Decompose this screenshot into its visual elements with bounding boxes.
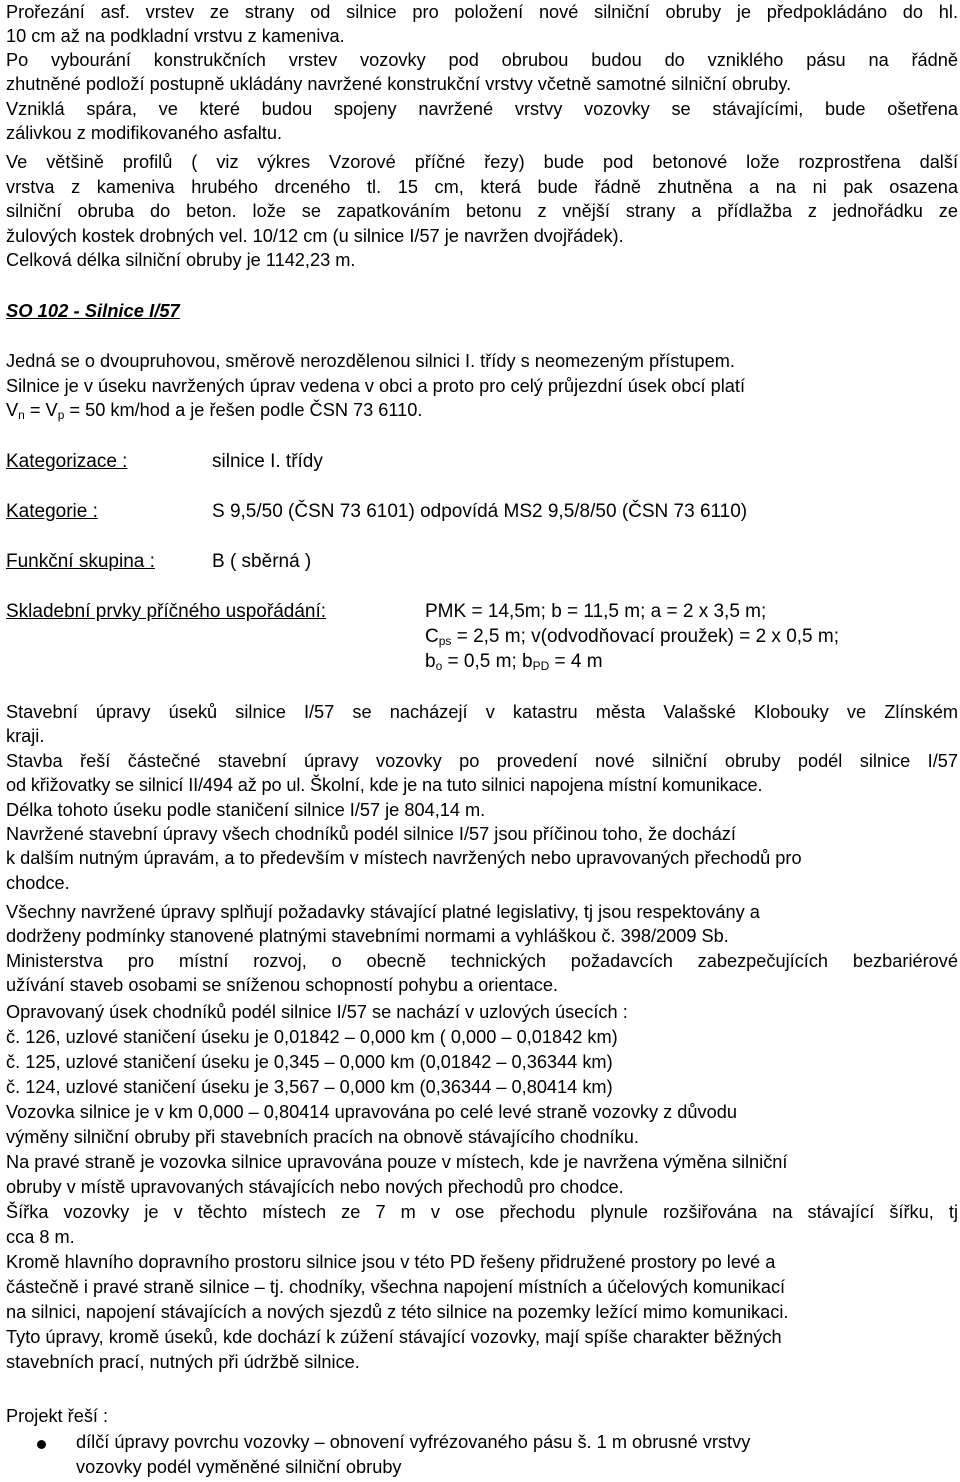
intro-line: silniční obruba do beton. lože se zapatkováním betonu z vnější strany a přídlažba z jednořádku ze: [6, 201, 958, 221]
body-line: Ministerstva pro místní rozvoj, o obecně technických požadavcích zabezpečujících bezbariérové: [6, 951, 958, 971]
body-line: Na pravé straně je vozovka silnice upravována pouze v místech, kde je navržena výměna silniční: [6, 1152, 788, 1172]
body-line: obruby v místě upravovaných stávajících nebo nových přechodů pro chodce.: [6, 1177, 624, 1197]
funkcni-skupina-value: B ( sběrná ): [212, 551, 312, 572]
projekt-heading: Projekt řeší :: [6, 1406, 109, 1426]
body-line: chodce.: [6, 873, 70, 893]
body-line: Navržené stavební úpravy všech chodníků podél silnice I/57 jsou příčinou toho, že dochází: [6, 824, 736, 844]
intro-line: Po vybourání konstrukčních vrstev vozovky pod obrubou budou do vzniklého pásu na řádně: [6, 50, 958, 70]
kategorizace-label: Kategorizace :: [6, 451, 128, 472]
intro-line: zálivkou z modifikovaného asfaltu.: [6, 123, 282, 143]
skladebni-line-1: PMK = 14,5m; b = 11,5 m; a = 2 x 3,5 m;: [425, 601, 767, 622]
intro-line: zhutněné podloží postupně ukládány navržené konstrukční vrstvy včetně samotné silniční obruby.: [6, 74, 792, 94]
body-line: Vozovka silnice je v km 0,000 – 0,80414 upravována po celé levé straně vozovky z důvodu: [6, 1102, 737, 1122]
body-line: kraji.: [6, 726, 45, 746]
body-line: stavebních prací, nutných při údržbě silnice.: [6, 1352, 360, 1372]
intro-line: Vzniklá spára, ve které budou spojeny navržené vrstvy vozovky se stávajícími, bude ošetřena: [6, 99, 958, 119]
intro-line: Celková délka silniční obruby je 1142,23 m.: [6, 250, 356, 270]
skladebni-prvky-label: Skladební prvky příčného uspořádání:: [6, 601, 327, 622]
body-line: Stavební úpravy úseků silnice I/57 se nacházejí v katastru města Valašské Klobouky ve Zlínském: [6, 702, 958, 722]
kategorie-label: Kategorie :: [6, 501, 98, 522]
intro-line: Ve většině profilů ( viz výkres Vzorové příčné řezy) bude pod betonové lože rozprostřena další: [6, 152, 958, 172]
bullet-icon: [37, 1440, 46, 1449]
body-line: k dalším nutným úpravám, a to především v místech navržených nebo upravovaných přechodů pro: [6, 848, 802, 868]
body-line: Šířka vozovky je v těchto místech ze 7 m v ose přechodu plynule rozšiřována na stávající šířku, tj: [6, 1202, 958, 1222]
skladebni-line-3: $b_o = 0,5$ m; $b_{PD} = 4$ m: [425, 651, 603, 673]
body-line: užívání staveb osobami se sníženou schopností pohybu a orientace.: [6, 975, 559, 995]
body-line: Opravovaný úsek chodníků podél silnice I/57 se nachází v uzlových úsecích :: [6, 1002, 628, 1022]
body-line: Kromě hlavního dopravního prostoru silnice jsou v této PD řešeny přidružené prostory po levé a: [6, 1252, 776, 1272]
kategorizace-value: silnice I. třídy: [212, 451, 323, 472]
body-line: Délka tohoto úseku podle staničení silnice I/57 je 804,14 m.: [6, 800, 486, 820]
intro-line: Prořezání asf. vrstev ze strany od silnice pro položení nové silniční obruby je předpokládáno do hl.: [6, 2, 958, 22]
body-line: Stavba řeší částečné stavební úpravy vozovky po provedení nové silniční obruby podél silnice I/57: [6, 751, 958, 771]
intro-line: vrstva z kameniva hrubého drceného tl. 15 cm, která bude řádně zhutněna a na ni pak osazena: [6, 177, 958, 197]
body-line: od křižovatky se silnicí II/494 až po ul. Školní, kde je na tuto silnici napojena místní komunikace.: [6, 775, 763, 795]
body-line: částečně i pravé straně silnice – tj. chodníky, všechna napojení místních a účelových komunikací: [6, 1277, 786, 1297]
body-line: Tyto úpravy, kromě úseků, kde dochází k zúžení stávající vozovky, mají spíše charakter běžných: [6, 1327, 782, 1347]
section-paragraph: Jedná se o dvoupruhovou, směrově nerozdělenou silnici I. třídy s neomezeným přístupem.: [6, 351, 735, 371]
bullet-item-line: dílčí úpravy povrchu vozovky – obnovení vyfrézovaného pásu š. 1 m obrusné vrstvy: [76, 1432, 751, 1452]
section-paragraph: Silnice je v úseku navržených úprav vedena v obci a proto pro celý průjezdní úsek obcí platí: [6, 376, 746, 396]
body-line: č. 124, uzlové staničení úseku je 3,567 – 0,000 km (0,36344 – 0,80414 km): [6, 1077, 613, 1097]
body-line: cca 8 m.: [6, 1227, 75, 1247]
section-title: SO 102 - Silnice I/57: [6, 300, 180, 321]
skladebni-line-2: $C_{ps} = 2,5$ m; v(odvodňovací proužek) = 2 x 0,5 m;: [425, 626, 840, 648]
intro-line: žulových kostek drobných vel. 10/12 cm (u silnice I/57 je navržen dvojřádek).: [6, 226, 624, 246]
body-line: č. 125, uzlové staničení úseku je 0,345 – 0,000 km (0,01842 – 0,36344 km): [6, 1052, 613, 1072]
body-line: dodrženy podmínky stanovené platnými stavebními normami a vyhláškou č. 398/2009 Sb.: [6, 926, 729, 946]
funkcni-skupina-label: Funkční skupina :: [6, 551, 155, 572]
kategorie-value: S 9,5/50 (ČSN 73 6101) odpovídá MS2 9,5/8/50 (ČSN 73 6110): [212, 501, 748, 522]
bullet-item-line: vozovky podél vyměněné silniční obruby: [76, 1457, 402, 1477]
intro-line: 10 cm až na podkladní vrstvu z kameniva.: [6, 26, 345, 46]
body-line: na silnici, napojení stávajících a nových sjezdů z této silnice na pozemky ležící mimo komunikaci.: [6, 1302, 789, 1322]
body-line: výměny silniční obruby při stavebních pracích na obnově stávajícího chodníku.: [6, 1127, 639, 1147]
body-line: Všechny navržené úpravy splňují požadavky stávající platné legislativy, tj jsou respektovány a: [6, 902, 760, 922]
speed-line: $V_n = V_p = 50$ km/hod a je řešen podle ČSN 73 6110.: [6, 400, 423, 422]
body-line: č. 126, uzlové staničení úseku je 0,01842 – 0,000 km ( 0,000 – 0,01842 km): [6, 1027, 618, 1047]
